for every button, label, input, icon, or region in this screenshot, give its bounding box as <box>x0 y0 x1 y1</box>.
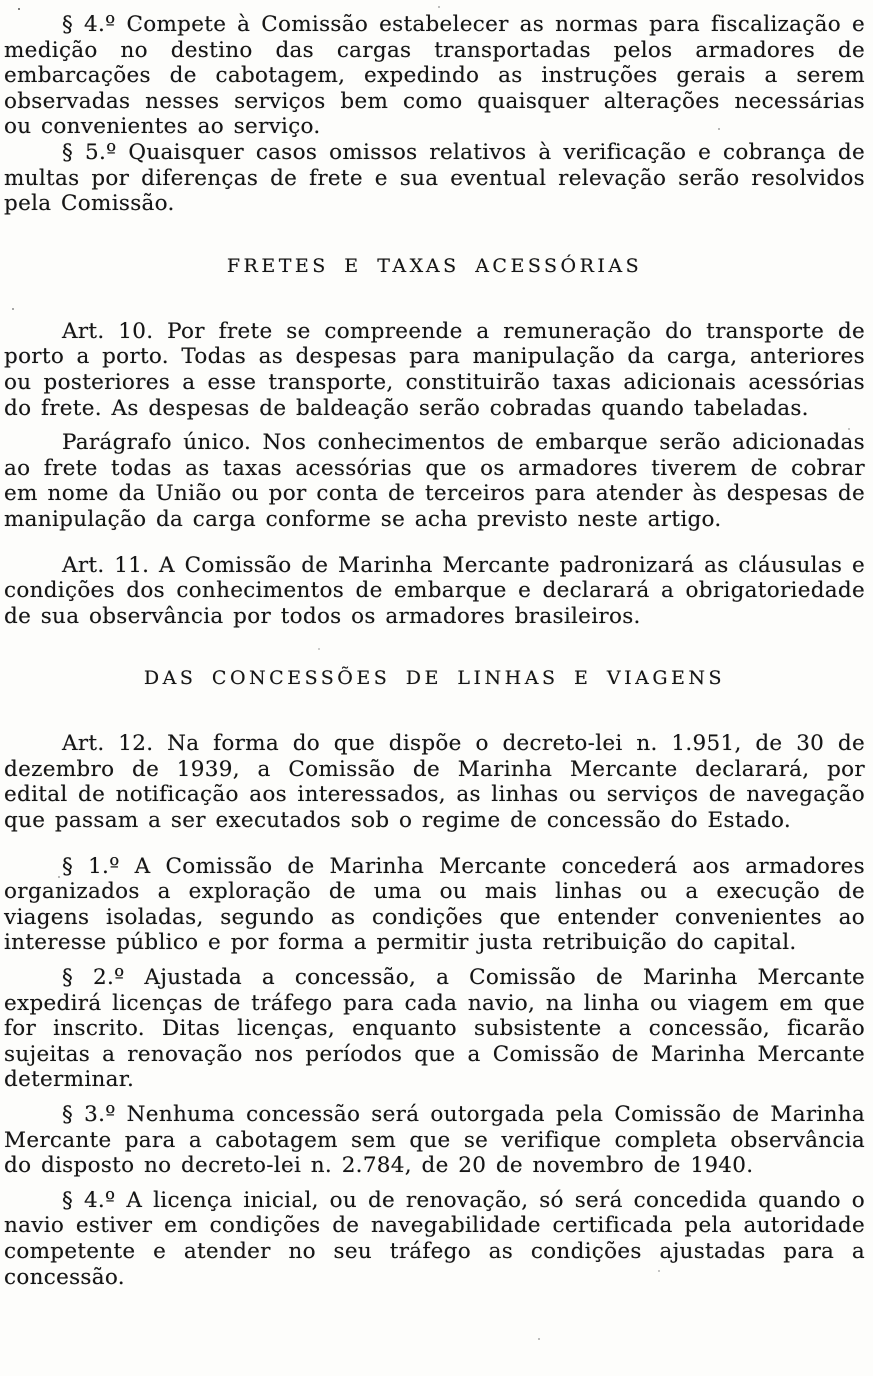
paragraph-art-11: Art. 11. A Comissão de Marinha Mercante padronizará as cláusulas e condições dos conhecimentos de embarque e declarará a obrigatoriedade de sua observância por todos os armadores brasileiros. <box>4 552 865 629</box>
paragraph-sec4: § 4.º Compete à Comissão estabelecer as normas para fiscalização e medição no destino das cargas transportadas pelos armadores de embarcações de cabotagem, expedindo as instruções gerais a serem observadas nesses serviços bem como quaisquer alterações necessárias ou convenientes ao serviço. <box>4 12 865 140</box>
paragraph-sec3: § 3.º Nenhuma concessão será outorgada pela Comissão de Marinha Mercante para a cabotagem sem que se verifique completa observância do disposto no decreto-lei n. 2.784, de 20 de novembro de 1940. <box>4 1102 865 1179</box>
paragraph-sec4-concessao: § 4.º A licença inicial, ou de renovação, só será concedida quando o navio estiver em condições de navegabilidade certificada pela autoridade competente e atender no seu tráfego as condições ajustadas para a concessão. <box>4 1187 865 1290</box>
paragraph-paragrafo-unico: Parágrafo único. Nos conhecimentos de embarque serão adicionadas ao frete todas as taxas acessórias que os armadores tiverem de cobrar em nome da União ou por conta de terceiros para atender às despesas de manipulação da carga conforme se acha previsto neste artigo. <box>4 430 865 532</box>
paragraph-sec2: § 2.º Ajustada a concessão, a Comissão de Marinha Mercante expedirá licenças de tráfego para cada navio, na linha ou viagem em que for inscrito. Ditas licenças, enquanto subsistente a concessão, ficarão sujeitas a renovação nos períodos que a Comissão de Marinha Mercante determinar. <box>4 965 865 1093</box>
scan-noise-speckles <box>18 8 20 10</box>
section-heading-concessoes: DAS CONCESSÕES DE LINHAS E VIAGENS <box>143 667 726 690</box>
paragraph-art-12: Art. 12. Na forma do que dispõe o decreto-lei n. 1.951, de 30 de dezembro de 1939, a Comissão de Marinha Mercante declarará, por edital de notificação aos interessados, as linhas ou serviços de navegação que passam a ser executados sob o regime de concessão do Estado. <box>4 731 865 834</box>
section-heading-fretes-e-taxas: FRETES E TAXAS ACESSÓRIAS <box>226 254 643 277</box>
paragraph-sec5: § 5.º Quaisquer casos omissos relativos à verificação e cobrança de multas por diferenças de frete e sua eventual relevação serão resolvidos pela Comissão. <box>4 139 865 217</box>
paragraph-sec1: § 1.º A Comissão de Marinha Mercante concederá aos armadores organizados a exploração de uma ou mais linhas ou a execução de viagens isoladas, segundo as condições que entender convenientes ao interesse público e por forma a permitir justa retribuição do capital. <box>4 853 865 956</box>
paragraph-art-10: Art. 10. Por frete se compreende a remuneração do transporte de porto a porto. Todas as despesas para manipulação da carga, anteriores ou posteriores a esse transporte, constituirão taxas adicionais acessórias do frete. As despesas de baldeação serão cobradas quando tabeladas. <box>4 318 865 421</box>
